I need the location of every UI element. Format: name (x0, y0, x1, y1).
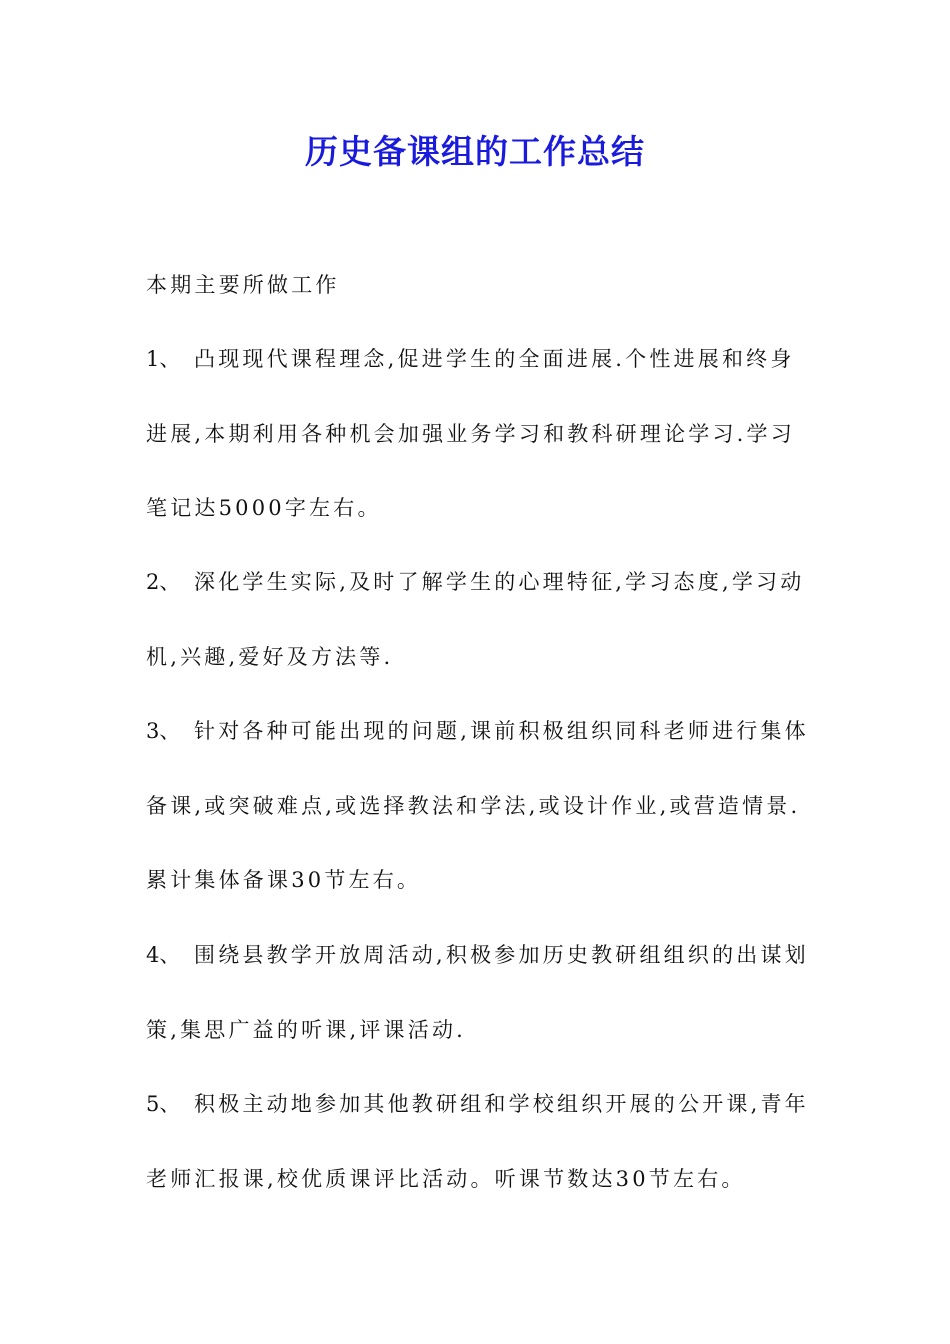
list-item-3 (146, 694, 811, 918)
list-item-2-line-2: 机,兴趣,爱好及方法等. (146, 644, 394, 669)
list-item-5-text-1: 积极主动地参加其他教研组和学校组织开展的公开课,青年 (194, 1092, 809, 1116)
list-item-1-line-2: 进展,本期利用各种机会加强业务学习和教科研理论学习.学习 (146, 421, 795, 446)
list-item-5-line-1 (146, 1067, 811, 1142)
list-item-1-line-3: 笔记达5000字左右。 (146, 496, 382, 520)
list-item-5 (146, 1067, 811, 1216)
list-item-4-number: 4、 (146, 943, 181, 967)
list-item-2-text-1: 深化学生实际,及时了解学生的心理特征,学习态度,学习动 (194, 570, 805, 594)
list-item-3-line-2: 备课,或突破难点,或选择教法和学法,或设计作业,或营造情景. (146, 793, 801, 818)
list-item-2 (146, 545, 811, 694)
document-title: 历史备课组的工作总结 (305, 132, 645, 171)
list-item-3-text-1: 针对各种可能出现的问题,课前积极组织同科老师进行集体 (194, 719, 809, 743)
list-item-4-line-1 (146, 918, 811, 993)
list-item-4 (146, 918, 811, 1067)
list-item-1-number: 1、 (146, 347, 181, 371)
list-item-4-text-1: 围绕县教学开放周活动,积极参加历史教研组组织的出谋划 (194, 943, 809, 967)
list-item-5-number: 5、 (146, 1092, 181, 1116)
list-item-3-number: 3、 (146, 719, 181, 743)
list-item-1-line-1 (146, 322, 811, 397)
list-item-4-line-2: 策,集思广益的听课,评课活动. (146, 1017, 467, 1042)
list-item-5-line-2: 老师汇报课,校优质课评比活动。听课节数达30节左右。 (146, 1166, 746, 1191)
intro-heading: 本期主要所做工作 (146, 273, 340, 297)
list-item-2-line-1 (146, 545, 811, 620)
list-item-2-number: 2、 (146, 570, 181, 594)
list-item-1 (146, 322, 811, 546)
list-item-1-text-1: 凸现现代课程理念,促进学生的全面进展.个性进展和终身 (194, 347, 795, 371)
list-item-3-line-3: 累计集体备课30节左右。 (146, 868, 422, 892)
list-item-3-line-1 (146, 694, 811, 769)
